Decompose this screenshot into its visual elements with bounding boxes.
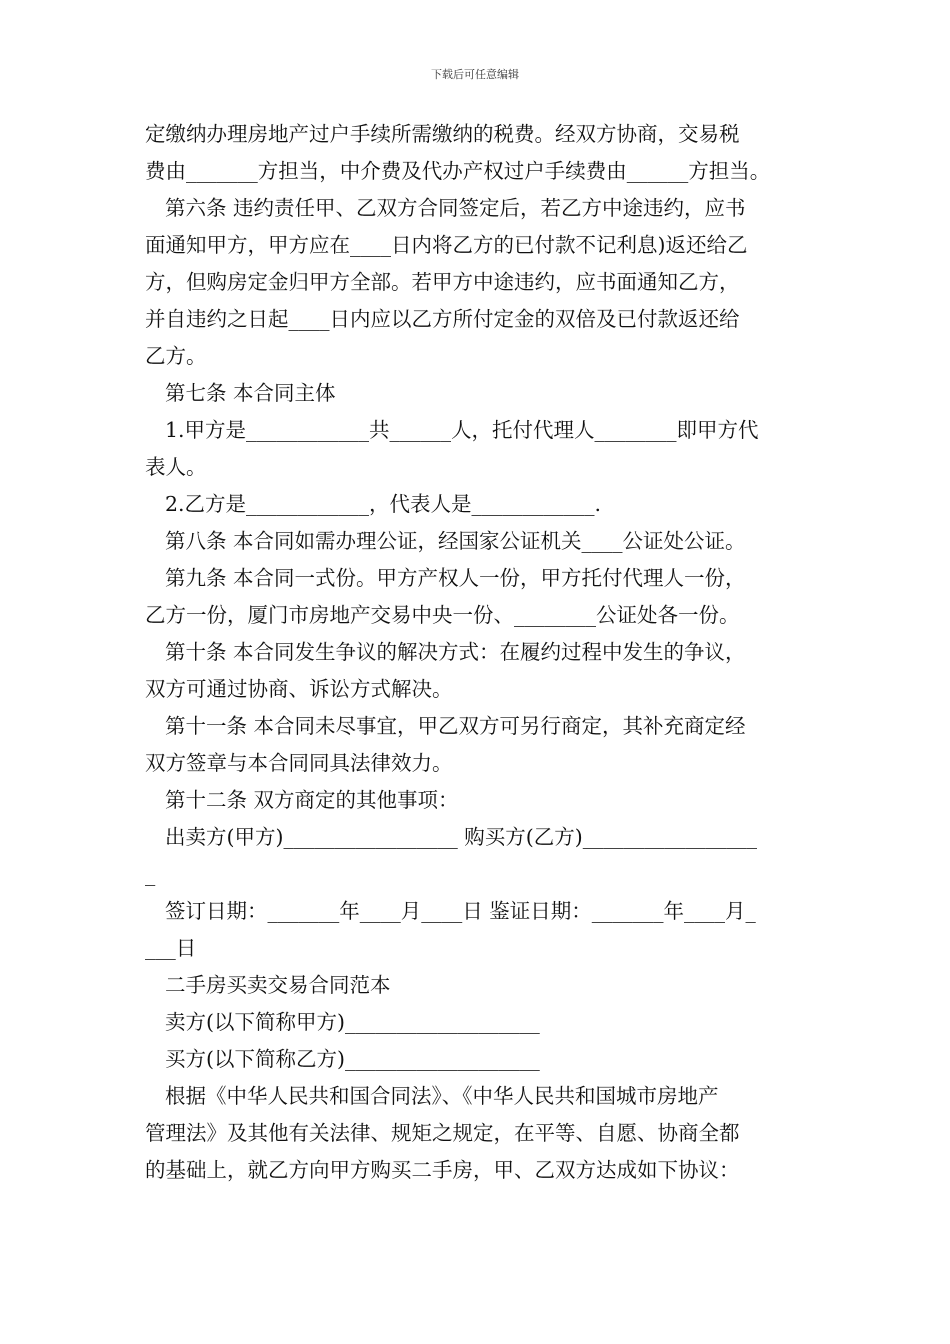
text-line: 费由_______方担当，中介费及代办产权过户手续费由______方担当。 <box>145 159 771 183</box>
text-line: 乙方。 <box>145 344 207 368</box>
text-line: ___日 <box>145 936 197 960</box>
text-line: 第十二条 双方商定的其他事项： <box>165 788 459 812</box>
text-line: 定缴纳办理房地产过户手续所需缴纳的税费。经双方协商，交易税 <box>145 122 740 146</box>
text-line: 第九条 本合同一式份。甲方产权人一份，甲方托付代理人一份， <box>165 566 746 590</box>
text-line: 卖方(以下简称甲方)___________________ <box>165 1010 540 1034</box>
text-line: 管理法》及其他有关法律、规矩之规定，在平等、自愿、协商全都 <box>145 1121 740 1145</box>
text-line: 1.甲方是____________共______人，托付代理人________即甲方代 <box>165 418 759 442</box>
text-line: 第七条 本合同主体 <box>165 381 336 405</box>
text-line: 2.乙方是____________，代表人是____________. <box>165 492 602 516</box>
text-line: 出卖方(甲方)_________________ 购买方(乙方)_________________ <box>165 825 758 849</box>
text-line: 第十条 本合同发生争议的解决方式：在履约过程中发生的争议， <box>165 640 746 664</box>
text-line: 签订日期：_______年____月____日 鉴证日期：_______年____月_ <box>165 899 756 923</box>
text-line: 乙方一份，厦门市房地产交易中央一份、________公证处各一份。 <box>145 603 740 627</box>
text-line: 方，但购房定金归甲方全部。若甲方中途违约，应书面通知乙方， <box>145 270 740 294</box>
text-line: 根据《中华人民共和国合同法》、《中华人民共和国城市房地产 <box>165 1084 719 1108</box>
text-line: 并自违约之日起____日内应以乙方所付定金的双倍及已付款返还给 <box>145 307 740 331</box>
text-line: 双方可通过协商、诉讼方式解决。 <box>145 677 453 701</box>
page-header-note: 下载后可任意编辑 <box>431 68 519 81</box>
text-line: 面通知甲方，甲方应在____日内将乙方的已付款不记利息)返还给乙 <box>145 233 748 257</box>
text-line: 二手房买卖交易合同范本 <box>165 973 391 997</box>
text-line: 表人。 <box>145 455 207 479</box>
text-line: 第八条 本合同如需办理公证，经国家公证机关____公证处公证。 <box>165 529 746 553</box>
text-line: 双方签章与本合同同具法律效力。 <box>145 751 453 775</box>
text-line: 第十一条 本合同未尽事宜，甲乙双方可另行商定，其补充商定经 <box>165 714 746 738</box>
text-line: _ <box>145 862 156 886</box>
text-line: 的基础上，就乙方向甲方购买二手房，甲、乙双方达成如下协议： <box>145 1158 740 1182</box>
text-line: 第六条 违约责任甲、乙双方合同签定后，若乙方中途违约，应书 <box>165 196 746 220</box>
document-body <box>145 116 815 1189</box>
text-line: 买方(以下简称乙方)___________________ <box>165 1047 540 1071</box>
